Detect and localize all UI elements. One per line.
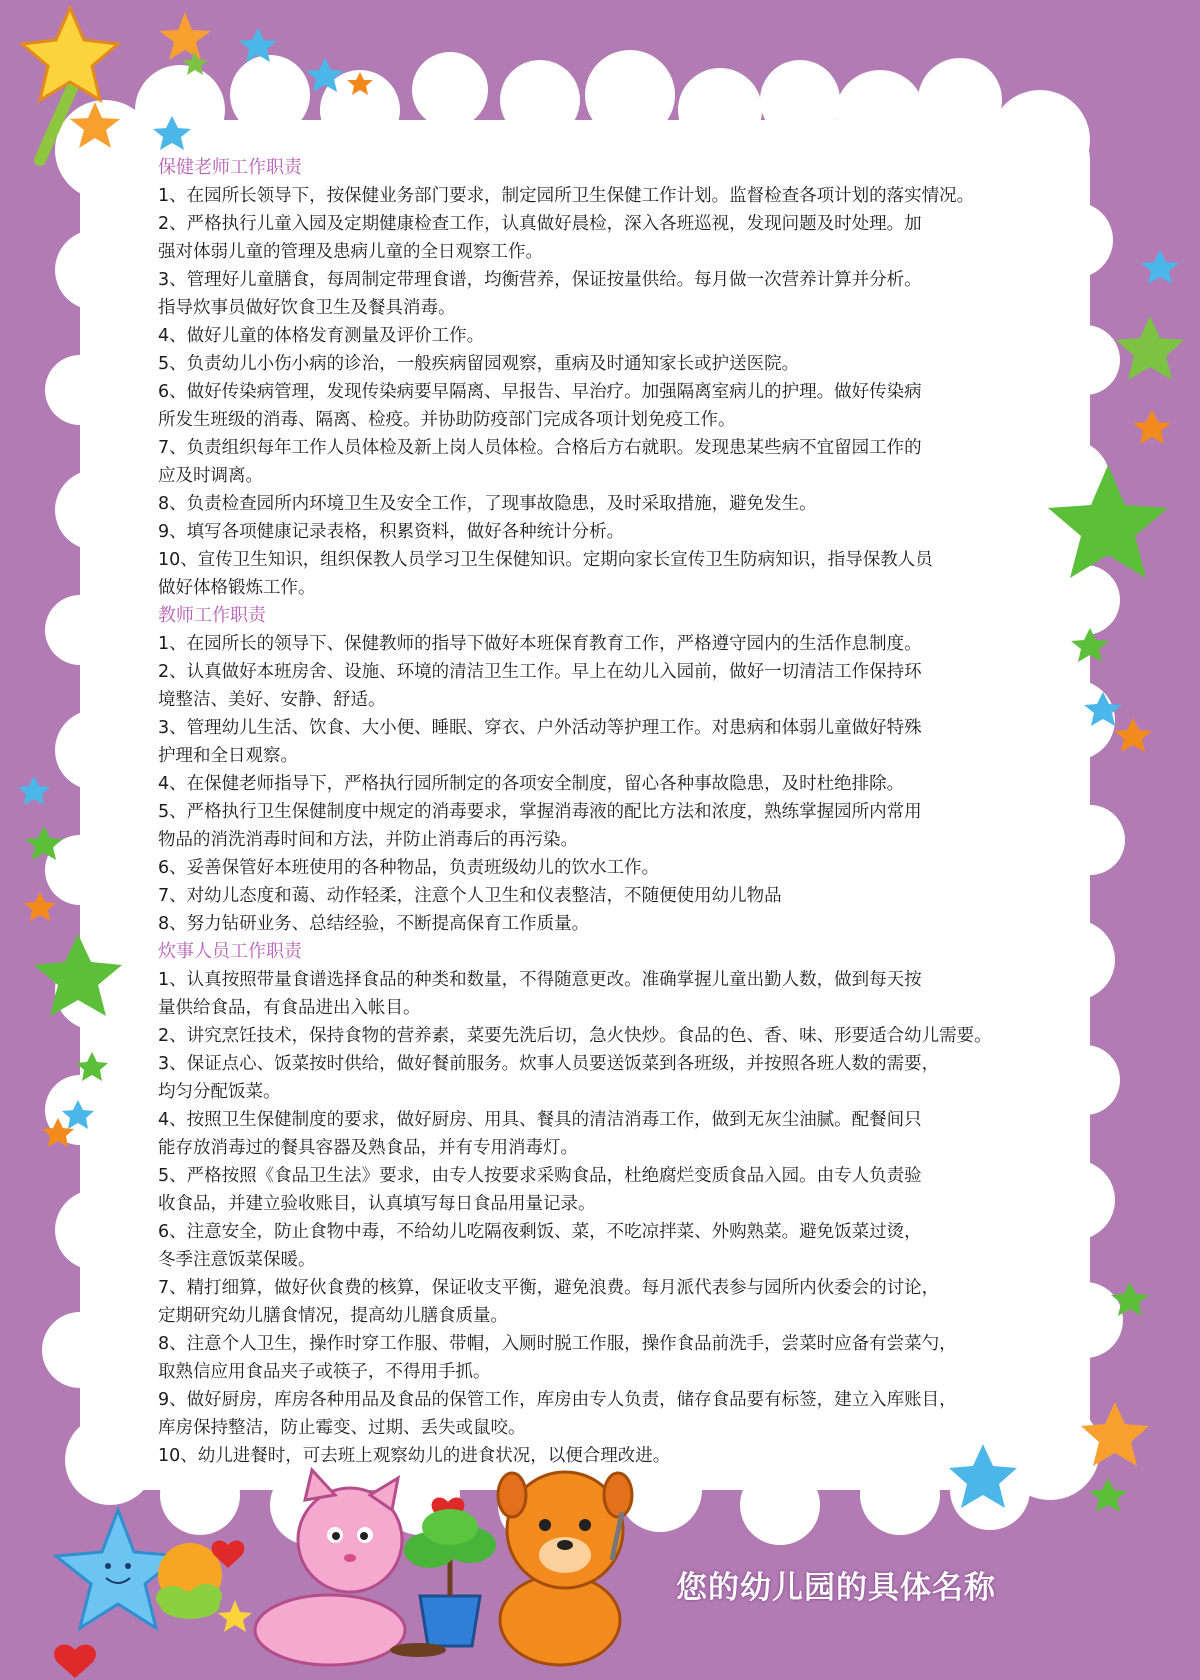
duty-line: 取熟信应用食品夹子或筷子，不得用手抓。: [158, 1362, 491, 1382]
kindergarten-name: 您的幼儿园的具体名称: [676, 1570, 996, 1606]
puppy-illustration: [498, 1472, 632, 1665]
duty-line: 护理和全日观察。: [158, 746, 298, 766]
duty-line: 8、负责检查园所内环境卫生及安全工作，了现事故隐患，及时采取措施，避免发生。: [158, 494, 817, 514]
duty-line: 所发生班级的消毒、隔离、检疫。并协助防疫部门完成各项计划免疫工作。: [158, 410, 736, 430]
section-title: 教师工作职责: [158, 605, 266, 626]
duties-board: [158, 154, 1048, 1470]
duty-line: 3、保证点心、饭菜按时供给，做好餐前服务。炊事人员要送饭菜到各班级，并按照各班人数的需要，: [158, 1054, 940, 1074]
duty-line: 5、严格执行卫生保健制度中规定的消毒要求，掌握消毒液的配比方法和浓度，熟练掌握园所内常用: [158, 802, 922, 822]
duty-line: 强对体弱儿童的管理及患病儿童的全日观察工作。: [158, 242, 543, 262]
duty-line: 能存放消毒过的餐具容器及熟食品，并有专用消毒灯。: [158, 1138, 578, 1158]
duty-line: 6、做好传染病管理，发现传染病要早隔离、早报告、早治疗。加强隔离室病儿的护理。做好传染病: [158, 382, 922, 402]
duty-line: 应及时调离。: [158, 466, 263, 486]
duty-line: 2、认真做好本班房舍、设施、环境的清洁卫生工作。早上在幼儿入园前，做好一切清洁工作保持环: [158, 662, 922, 682]
duty-line: 8、努力钻研业务、总结经验，不断提高保育工作质量。: [158, 914, 590, 934]
duty-line: 4、在保健老师指导下，严格执行园所制定的各项安全制度，留心各种事故隐患，及时杜绝排除。: [158, 774, 905, 794]
duty-line: 1、认真按照带量食谱选择食品的种类和数量，不得随意更改。准确掌握儿童出勤人数，做到每天按: [158, 970, 922, 990]
duty-line: 10、幼儿进餐时，可去班上观察幼儿的进食状况，以便合理改进。: [158, 1446, 671, 1466]
duty-line: 10、宣传卫生知识，组织保教人员学习卫生保健知识。定期向家长宣传卫生防病知识，指导保教人员: [158, 550, 933, 570]
duty-line: 9、做好厨房，库房各种用品及食品的保管工作，库房由专人负责，储存食品要有标签，建立入库账目，: [158, 1390, 957, 1410]
duty-line: 量供给食品，有食品进出入帐目。: [158, 998, 421, 1018]
section-title: 保健老师工作职责: [158, 157, 302, 178]
duty-line: 2、严格执行儿童入园及定期健康检查工作，认真做好晨检，深入各班巡视，发现问题及时处理。加: [158, 214, 922, 234]
duty-line: 物品的消洗消毒时间和方法，并防止消毒后的再污染。: [158, 830, 578, 850]
duty-line: 3、管理幼儿生活、饮食、大小便、睡眠、穿衣、户外活动等护理工作。对患病和体弱儿童做好特殊: [158, 718, 922, 738]
duty-line: 2、讲究烹饪技术，保持食物的营养素，菜要先洗后切，急火快炒。食品的色、香、味、形要适合幼儿需要。: [158, 1026, 992, 1046]
duty-line: 8、注意个人卫生，操作时穿工作服、带帽，入厕时脱工作服，操作食品前洗手，尝菜时应备有尝菜勺，: [158, 1334, 957, 1354]
duty-line: 4、做好儿童的体格发育测量及评价工作。: [158, 326, 485, 346]
duty-line: 境整洁、美好、安静、舒适。: [158, 690, 386, 710]
duty-line: 定期研究幼儿膳食情况，提高幼儿膳食质量。: [158, 1306, 508, 1326]
duty-line: 库房保持整洁，防止霉变、过期、丢失或鼠咬。: [158, 1418, 526, 1438]
duty-line: 6、妥善保管好本班使用的各种物品，负责班级幼儿的饮水工作。: [158, 858, 660, 878]
duty-line: 7、精打细算，做好伙食费的核算，保证收支平衡，避免浪费。每月派代表参与园所内伙委会的讨论，: [158, 1278, 940, 1298]
duty-line: 1、在园所长领导下，按保健业务部门要求，制定园所卫生保健工作计划。监督检查各项计划的落实情况。: [158, 186, 975, 206]
duty-line: 指导炊事员做好饮食卫生及餐具消毒。: [158, 298, 456, 318]
duty-line: 均匀分配饭菜。: [158, 1082, 281, 1102]
duty-line: 6、注意安全，防止食物中毒，不给幼儿吃隔夜剩饭、菜，不吃凉拌菜、外购熟菜。避免饭菜过烫，: [158, 1222, 922, 1242]
duty-line: 做好体格锻炼工作。: [158, 578, 316, 598]
duty-line: 7、负责组织每年工作人员体检及新上岗人员体检。合格后方右就职。发现患某些病不宜留园工作的: [158, 438, 922, 458]
duty-line: 冬季注意饭菜保暖。: [158, 1250, 316, 1270]
duty-line: 7、对幼儿态度和蔼、动作轻柔，注意个人卫生和仪表整洁，不随便使用幼儿物品: [158, 886, 782, 906]
duty-line: 9、填写各项健康记录表格，积累资料，做好各种统计分析。: [158, 522, 625, 542]
duty-line: 5、严格按照《食品卫生法》要求，由专人按要求采购食品，杜绝腐烂变质食品入园。由专人负责验: [158, 1166, 922, 1186]
duty-line: 1、在园所长的领导下、保健教师的指导下做好本班保育教育工作，严格遵守园内的生活作息制度。: [158, 634, 922, 654]
duty-line: 4、按照卫生保健制度的要求，做好厨房、用具、餐具的清洁消毒工作，做到无灰尘油腻。配餐间只: [158, 1110, 922, 1130]
section-title: 炊事人员工作职责: [158, 941, 302, 962]
duty-line: 5、负责幼儿小伤小病的诊治，一般疾病留园观察，重病及时通知家长或护送医院。: [158, 354, 800, 374]
duty-line: 3、管理好儿童膳食，每周制定带理食谱，均衡营养，保证按量供给。每月做一次营养计算并分析。: [158, 270, 922, 290]
duty-line: 收食品，并建立验收账目，认真填写每日食品用量记录。: [158, 1194, 596, 1214]
